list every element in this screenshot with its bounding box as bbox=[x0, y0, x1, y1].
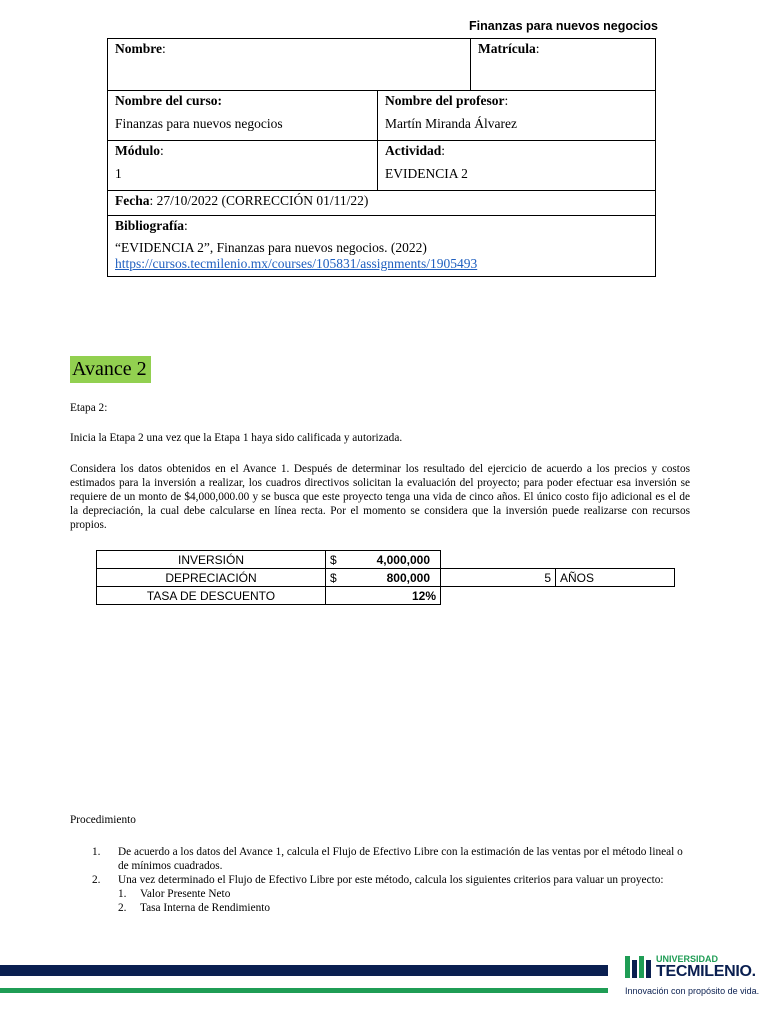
tecmilenio-logo-icon bbox=[623, 954, 653, 984]
years-label: AÑOS bbox=[556, 569, 675, 587]
years-value: 5 bbox=[441, 569, 556, 587]
modulo-cell: Módulo: 1 bbox=[108, 141, 378, 191]
profesor-value: Martín Miranda Álvarez bbox=[385, 116, 517, 131]
document-header-title: Finanzas para nuevos negocios bbox=[469, 19, 658, 33]
matricula-cell: Matrícula: bbox=[471, 39, 656, 91]
bibliografia-link[interactable]: https://cursos.tecmilenio.mx/courses/105831/assignments/1905493 bbox=[115, 256, 478, 271]
tasa-label: TASA DE DESCUENTO bbox=[97, 587, 326, 605]
actividad-label: Actividad bbox=[385, 143, 442, 158]
logo-top-text: UNIVERSIDAD bbox=[656, 954, 719, 964]
inversion-amount-cell bbox=[326, 551, 441, 569]
modulo-label: Módulo bbox=[115, 143, 161, 158]
sub-list-item bbox=[92, 887, 692, 901]
logo-tagline: Innovación con propósito de vida. bbox=[625, 986, 760, 996]
intro-text: Inicia la Etapa 2 una vez que la Etapa 1 haya sido calificada y autorizada. bbox=[70, 432, 403, 444]
inversion-value: 4,000,000 bbox=[376, 552, 430, 567]
list-item-number: 2. bbox=[92, 874, 101, 886]
sub-item-number: 2. bbox=[118, 902, 127, 914]
bibliografia-cell: Bibliografía: “EVIDENCIA 2”, Finanzas para nuevos negocios. (2022) https://cursos.tecmilenio.mx/courses/105831/assignments/1905493 bbox=[108, 216, 656, 277]
depreciacion-amount-cell bbox=[326, 569, 441, 587]
footer-navy-bar bbox=[0, 965, 608, 976]
actividad-cell: Actividad: EVIDENCIA 2 bbox=[378, 141, 656, 191]
curso-value: Finanzas para nuevos negocios bbox=[115, 116, 283, 131]
depreciacion-row bbox=[97, 569, 675, 587]
logo-main-text: TECMILENIO. bbox=[656, 963, 756, 980]
depreciacion-label: DEPRECIACIÓN bbox=[97, 569, 326, 587]
sub-item-text: Valor Presente Neto bbox=[140, 888, 231, 900]
matricula-label: Matrícula bbox=[478, 41, 536, 56]
bibliografia-text: “EVIDENCIA 2”, Finanzas para nuevos negocios. (2022) bbox=[115, 240, 427, 255]
profesor-cell: Nombre del profesor: Martín Miranda Álvarez bbox=[378, 91, 656, 141]
list-item bbox=[92, 873, 692, 887]
nombre-cell: Nombre: bbox=[108, 39, 471, 91]
curso-cell bbox=[108, 91, 378, 141]
actividad-value: EVIDENCIA 2 bbox=[385, 166, 468, 181]
footer-green-bar bbox=[0, 988, 608, 993]
inversion-currency: $ bbox=[330, 552, 337, 567]
tasa-value: 12% bbox=[326, 587, 441, 605]
procedure-list bbox=[92, 845, 692, 915]
inversion-row bbox=[97, 551, 675, 569]
student-info-table bbox=[107, 38, 656, 277]
etapa-label: Etapa 2: bbox=[70, 402, 108, 414]
list-item-number: 1. bbox=[92, 846, 101, 858]
sub-item-text: Tasa Interna de Rendimiento bbox=[140, 902, 271, 914]
finance-table bbox=[96, 550, 675, 605]
inversion-label: INVERSIÓN bbox=[97, 551, 326, 569]
tecmilenio-logo bbox=[623, 948, 763, 1002]
modulo-value: 1 bbox=[115, 166, 122, 181]
profesor-label: Nombre del profesor bbox=[385, 93, 505, 108]
fecha-value: : 27/10/2022 (CORRECCIÓN 01/11/22) bbox=[149, 193, 369, 208]
section-title-avance: Avance 2 bbox=[70, 356, 151, 383]
tasa-row bbox=[97, 587, 675, 605]
list-item-text: Una vez determinado el Flujo de Efectivo Libre por este método, calcula los siguientes criterios para valuar un proyecto: bbox=[118, 874, 664, 886]
nombre-label: Nombre bbox=[115, 41, 162, 56]
list-item-text: De acuerdo a los datos del Avance 1, calcula el Flujo de Efectivo Libre con la estimación de las ventas por el método lineal o de mínimos cuadrados. bbox=[118, 846, 683, 872]
depreciacion-currency: $ bbox=[330, 570, 337, 585]
sub-list-item bbox=[92, 901, 692, 915]
procedure-title: Procedimiento bbox=[70, 814, 136, 826]
list-item bbox=[92, 845, 692, 873]
curso-label: Nombre del curso: bbox=[115, 93, 222, 108]
fecha-label: Fecha bbox=[115, 193, 150, 208]
bibliografia-label: Bibliografía bbox=[115, 218, 185, 233]
depreciacion-value: 800,000 bbox=[386, 570, 430, 585]
fecha-cell bbox=[108, 191, 656, 216]
description-paragraph: Considera los datos obtenidos en el Avance 1. Después de determinar los resultado del ejercicio de acuerdo a los precios y costos estimados para la inversión a realizar, los cuadros directivos solicitan la evaluación del proyecto; para poder efectuar esa inversión se requiere de un monto de $4,000,000.00 y se busca que este proyecto tenga una vida de cinco años. El único costo fijo adicional es el de la depreciación, la cual debe calcularse en línea recta. Por el momento se considera que la inversión puede realizarse con recursos propios. bbox=[70, 463, 690, 531]
sub-item-number: 1. bbox=[118, 888, 127, 900]
